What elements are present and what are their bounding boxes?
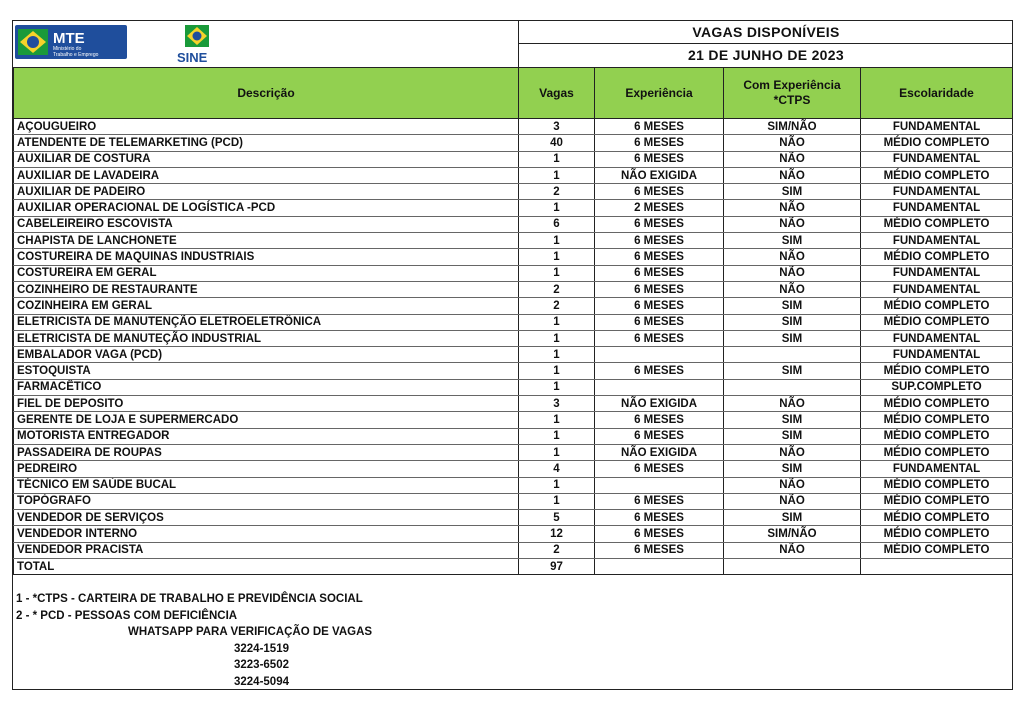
cell-description: VENDEDOR DE SERVIÇOS (14, 510, 519, 526)
table-row (14, 281, 1013, 297)
cell-description: GERENTE DE LOJA E SUPERMERCADO (14, 412, 519, 428)
cell-education: FUNDAMENTAL (861, 119, 1013, 135)
col-header-ctps-experience: Com Experiência *CTPS (724, 68, 861, 119)
cell-vacancies: 5 (519, 510, 595, 526)
table-row (14, 249, 1013, 265)
cell-ctps: SIM (724, 461, 861, 477)
cell-ctps: SIM (724, 233, 861, 249)
cell-education: MÉDIO COMPLETO (861, 510, 1013, 526)
table-row (14, 330, 1013, 346)
cell-description: EMBALADOR VAGA (PCD) (14, 347, 519, 363)
cell-vacancies: 1 (519, 314, 595, 330)
table-row (14, 265, 1013, 281)
mte-logo-text: MTE (53, 30, 85, 47)
note-pcd: 2 - * PCD - PESSOAS COM DEFICIÊNCIA (16, 609, 238, 622)
phone-number: 3224-5094 (234, 675, 289, 688)
cell-experience: 6 MESES (595, 265, 724, 281)
cell-experience: 6 MESES (595, 363, 724, 379)
cell-ctps: NÃO (724, 396, 861, 412)
cell-experience: NÃO EXIGIDA (595, 396, 724, 412)
col-header-experience: Experiência (595, 68, 724, 119)
cell-vacancies: 3 (519, 119, 595, 135)
table-row (14, 119, 1013, 135)
table-row (14, 444, 1013, 460)
cell-description: COSTUREIRA EM GERAL (14, 265, 519, 281)
cell-description: PASSADEIRA DE ROUPAS (14, 444, 519, 460)
table-row (14, 510, 1013, 526)
table-row (14, 200, 1013, 216)
cell-vacancies: 1 (519, 477, 595, 493)
vacancies-table (13, 67, 1013, 575)
cell-vacancies: 1 (519, 347, 595, 363)
cell-vacancies: 1 (519, 265, 595, 281)
cell-experience: 6 MESES (595, 298, 724, 314)
cell-education: FUNDAMENTAL (861, 461, 1013, 477)
cell-experience: 6 MESES (595, 412, 724, 428)
cell-education: FUNDAMENTAL (861, 184, 1013, 200)
cell-education: MÉDIO COMPLETO (861, 412, 1013, 428)
cell-experience: 6 MESES (595, 151, 724, 167)
table-row (14, 233, 1013, 249)
page-title: VAGAS DISPONÍVEIS (519, 21, 1013, 44)
cell-experience: 6 MESES (595, 216, 724, 232)
cell-vacancies: 1 (519, 428, 595, 444)
cell-education: MÉDIO COMPLETO (861, 428, 1013, 444)
table-row (14, 526, 1013, 542)
cell-vacancies: 12 (519, 526, 595, 542)
cell-ctps: NÃO (724, 444, 861, 460)
sine-logo (175, 23, 221, 65)
table-row (14, 151, 1013, 167)
cell-education: MÉDIO COMPLETO (861, 493, 1013, 509)
cell-experience: 6 MESES (595, 249, 724, 265)
cell-ctps: NÃO (724, 265, 861, 281)
cell-vacancies: 6 (519, 216, 595, 232)
cell-experience: 6 MESES (595, 314, 724, 330)
cell-vacancies: 40 (519, 135, 595, 151)
table-row (14, 298, 1013, 314)
cell-description: AÇOUGUEIRO (14, 119, 519, 135)
cell-empty (861, 559, 1013, 575)
cell-empty (724, 559, 861, 575)
cell-education: FUNDAMENTAL (861, 265, 1013, 281)
cell-description: MOTORISTA ENTREGADOR (14, 428, 519, 444)
cell-vacancies: 4 (519, 461, 595, 477)
cell-description: ATENDENTE DE TELEMARKETING (PCD) (14, 135, 519, 151)
cell-ctps: NÃO (724, 167, 861, 183)
whatsapp-heading: WHATSAPP PARA VERIFICAÇÃO DE VAGAS (128, 626, 373, 638)
cell-description: COZINHEIRA EM GERAL (14, 298, 519, 314)
cell-description: ESTOQUISTA (14, 363, 519, 379)
cell-education: MÉDIO COMPLETO (861, 363, 1013, 379)
cell-vacancies: 1 (519, 167, 595, 183)
cell-description: PEDREIRO (14, 461, 519, 477)
cell-ctps: SIM (724, 184, 861, 200)
cell-education: MÉDIO COMPLETO (861, 135, 1013, 151)
cell-description: TOPÓGRAFO (14, 493, 519, 509)
cell-vacancies: 1 (519, 249, 595, 265)
table-row (14, 412, 1013, 428)
table-row (14, 396, 1013, 412)
cell-ctps (724, 347, 861, 363)
title-box (518, 21, 1013, 67)
cell-vacancies: 1 (519, 493, 595, 509)
cell-education: FUNDAMENTAL (861, 330, 1013, 346)
cell-vacancies: 1 (519, 412, 595, 428)
mte-logo-sub1: Ministério do (53, 46, 82, 52)
col-header-description: Descrição (14, 68, 519, 119)
mte-logo-sub2: Trabalho e Emprego (53, 52, 99, 58)
cell-experience (595, 379, 724, 395)
header-row (13, 21, 1012, 67)
cell-education: SUP.COMPLETO (861, 379, 1013, 395)
cell-education: FUNDAMENTAL (861, 281, 1013, 297)
cell-education: FUNDAMENTAL (861, 233, 1013, 249)
table-row (14, 379, 1013, 395)
cell-education: MÉDIO COMPLETO (861, 477, 1013, 493)
cell-description: VENDEDOR PRACISTA (14, 542, 519, 558)
cell-education: MÉDIO COMPLETO (861, 542, 1013, 558)
cell-education: MÉDIO COMPLETO (861, 216, 1013, 232)
table-row (14, 167, 1013, 183)
table-row (14, 347, 1013, 363)
cell-ctps: NÃO (724, 542, 861, 558)
cell-education: FUNDAMENTAL (861, 151, 1013, 167)
cell-vacancies: 3 (519, 396, 595, 412)
cell-description: AUXILIAR OPERACIONAL DE LOGÍSTICA -PCD (14, 200, 519, 216)
cell-vacancies: 2 (519, 281, 595, 297)
note-ctps: 1 - *CTPS - CARTEIRA DE TRABALHO E PREVIDÊNCIA SOCIAL (16, 593, 363, 605)
cell-description: CHAPISTA DE LANCHONETE (14, 233, 519, 249)
total-value: 97 (519, 559, 595, 575)
cell-description: AUXILIAR DE COSTURA (14, 151, 519, 167)
cell-experience: 6 MESES (595, 510, 724, 526)
cell-vacancies: 1 (519, 151, 595, 167)
table-row (14, 216, 1013, 232)
cell-empty (595, 559, 724, 575)
col-header-education: Escolaridade (861, 68, 1013, 119)
table-row (14, 135, 1013, 151)
mte-logo (15, 25, 127, 59)
cell-ctps: NÃO (724, 249, 861, 265)
brazil-flag-icon (185, 25, 209, 47)
cell-ctps: SIM (724, 298, 861, 314)
cell-ctps: NÃO (724, 135, 861, 151)
cell-experience (595, 347, 724, 363)
cell-description: FARMACÊTICO (14, 379, 519, 395)
cell-vacancies: 2 (519, 184, 595, 200)
cell-experience: 6 MESES (595, 281, 724, 297)
sine-logo-text: SINE (177, 50, 208, 65)
phone-number: 3223-6502 (234, 659, 289, 671)
cell-description: ELETRICISTA DE MANUTEÇÃO INDUSTRIAL (14, 330, 519, 346)
cell-ctps: SIM (724, 314, 861, 330)
cell-ctps: NÃO (724, 281, 861, 297)
cell-education: FUNDAMENTAL (861, 347, 1013, 363)
cell-ctps: SIM (724, 510, 861, 526)
cell-experience: 6 MESES (595, 428, 724, 444)
cell-experience: 6 MESES (595, 119, 724, 135)
cell-education: MÉDIO COMPLETO (861, 314, 1013, 330)
cell-experience: 6 MESES (595, 493, 724, 509)
table-row (14, 184, 1013, 200)
cell-vacancies: 1 (519, 330, 595, 346)
cell-experience (595, 477, 724, 493)
cell-ctps: NÃO (724, 477, 861, 493)
cell-experience: 2 MESES (595, 200, 724, 216)
cell-experience: 6 MESES (595, 233, 724, 249)
vacancies-sheet (12, 20, 1013, 690)
cell-experience: 6 MESES (595, 542, 724, 558)
cell-education: MÉDIO COMPLETO (861, 167, 1013, 183)
cell-education: MÉDIO COMPLETO (861, 249, 1013, 265)
cell-experience: NÃO EXIGIDA (595, 444, 724, 460)
cell-description: TÉCNICO EM SAÚDE BUCAL (14, 477, 519, 493)
cell-description: COSTUREIRA DE MAQUINAS INDUSTRIAIS (14, 249, 519, 265)
cell-vacancies: 1 (519, 363, 595, 379)
cell-vacancies: 2 (519, 542, 595, 558)
col-header-vacancies: Vagas (519, 68, 595, 119)
cell-description: COZINHEIRO DE RESTAURANTE (14, 281, 519, 297)
cell-description: VENDEDOR INTERNO (14, 526, 519, 542)
table-row (14, 428, 1013, 444)
cell-education: MÉDIO COMPLETO (861, 298, 1013, 314)
cell-ctps: SIM (724, 428, 861, 444)
table-header-row (14, 68, 1013, 119)
table-total-row (14, 559, 1013, 575)
cell-description: FIEL DE DEPOSITO (14, 396, 519, 412)
phone-number: 3224-1519 (234, 642, 289, 655)
table-row (14, 461, 1013, 477)
cell-ctps: NÃO (724, 493, 861, 509)
table-row (14, 314, 1013, 330)
brazil-flag-icon (18, 29, 48, 55)
cell-ctps: NÃO (724, 216, 861, 232)
cell-ctps: SIM/NÃO (724, 526, 861, 542)
cell-vacancies: 1 (519, 379, 595, 395)
table-row (14, 363, 1013, 379)
total-label: TOTAL (14, 559, 519, 575)
cell-vacancies: 1 (519, 233, 595, 249)
cell-education: MÉDIO COMPLETO (861, 444, 1013, 460)
cell-description: ELETRICISTA DE MANUTENÇÃO ELETROELETRÔNICA (14, 314, 519, 330)
cell-ctps: SIM (724, 363, 861, 379)
page-date: 21 DE JUNHO DE 2023 (688, 47, 844, 63)
cell-experience: NÃO EXIGIDA (595, 167, 724, 183)
table-row (14, 493, 1013, 509)
cell-ctps: SIM (724, 330, 861, 346)
cell-description: CABELEIREIRO ESCOVISTA (14, 216, 519, 232)
cell-experience: 6 MESES (595, 526, 724, 542)
cell-education: MÉDIO COMPLETO (861, 396, 1013, 412)
table-row (14, 542, 1013, 558)
cell-experience: 6 MESES (595, 461, 724, 477)
cell-description: AUXILIAR DE LAVADEIRA (14, 167, 519, 183)
cell-ctps (724, 379, 861, 395)
cell-education: MÉDIO COMPLETO (861, 526, 1013, 542)
cell-education: FUNDAMENTAL (861, 200, 1013, 216)
cell-ctps: SIM (724, 412, 861, 428)
cell-ctps: NÃO (724, 151, 861, 167)
cell-experience: 6 MESES (595, 330, 724, 346)
table-row (14, 477, 1013, 493)
cell-experience: 6 MESES (595, 135, 724, 151)
cell-experience: 6 MESES (595, 184, 724, 200)
cell-ctps: SIM/NÃO (724, 119, 861, 135)
cell-vacancies: 1 (519, 444, 595, 460)
cell-description: AUXILIAR DE PADEIRO (14, 184, 519, 200)
footnotes (13, 591, 1012, 690)
cell-vacancies: 1 (519, 200, 595, 216)
cell-vacancies: 2 (519, 298, 595, 314)
cell-ctps: NÃO (724, 200, 861, 216)
